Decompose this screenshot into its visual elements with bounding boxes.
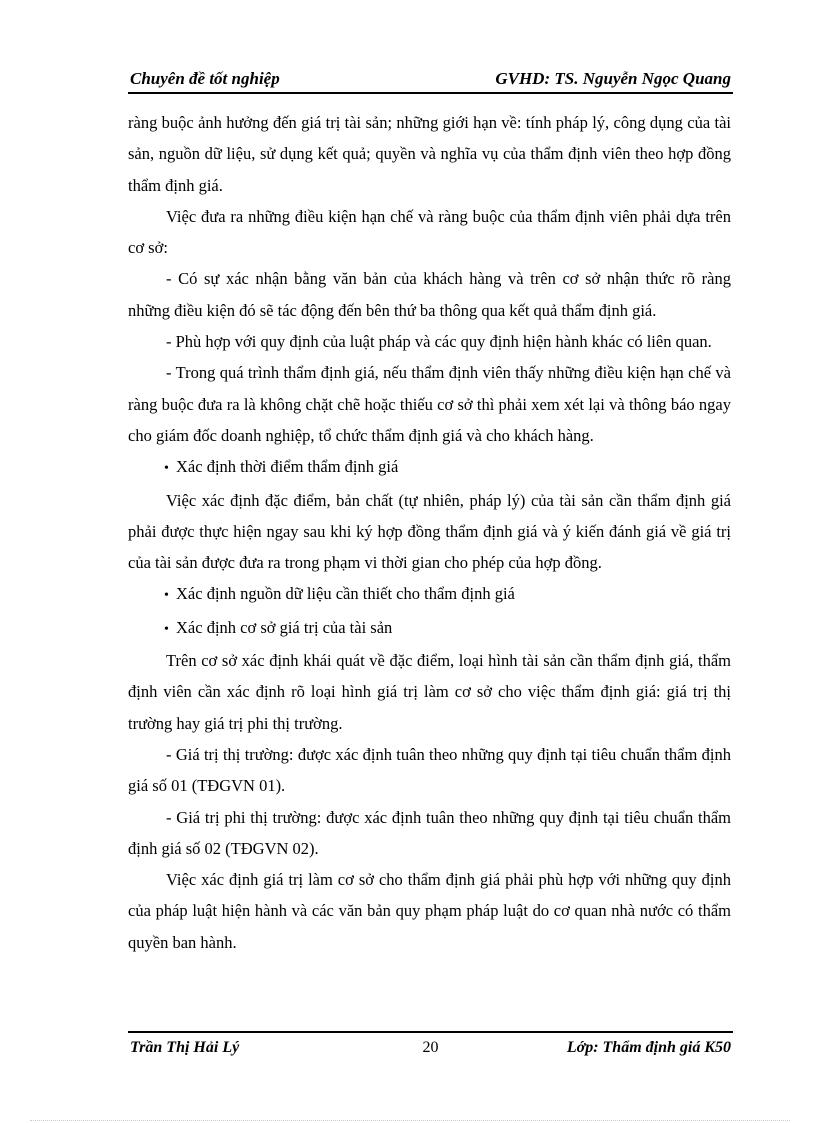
bullet-text: Xác định cơ sở giá trị của tài sản (176, 617, 393, 637)
paragraph: Trên cơ sở xác định khái quát về đặc điểm, loại hình tài sản cần thẩm định giá, thẩm định viên cần xác định rõ loại hình giá trị làm cơ sở cho việc thẩm định giá: giá trị thị trường hay giá trị phi thị trường. (128, 651, 731, 733)
paragraph: Việc xác định giá trị làm cơ sở cho thẩm định giá phải phù hợp với những quy định của pháp luật hiện hành và các văn bản quy phạm pháp luật do cơ quan nhà nước có thẩm quyền ban hành. (128, 870, 731, 952)
bullet-icon: • (164, 588, 169, 604)
header-right: GVHD: TS. Nguyễn Ngọc Quang (495, 69, 731, 88)
paragraph: - Giá trị thị trường: được xác định tuân theo những quy định tại tiêu chuẩn thẩm định giá số 01 (TĐGVN 01). (128, 744, 731, 796)
paragraph: Việc đưa ra những điều kiện hạn chế và ràng buộc của thẩm định viên phải dựa trên cơ sở: (128, 206, 731, 258)
bullet-item (128, 578, 731, 611)
paragraph: - Giá trị phi thị trường: được xác định tuân theo những quy định tại tiêu chuẩn thẩm định giá số 02 (TĐGVN 02). (128, 807, 731, 858)
footer-author: Trần Thị Hải Lý (130, 1039, 240, 1056)
page-footer (128, 1031, 733, 1059)
page-header (128, 66, 733, 94)
bullet-item (128, 451, 731, 484)
bullet-icon: • (164, 461, 169, 477)
footer-class: Lớp: Thẩm định giá K50 (566, 1039, 731, 1056)
paragraph: ràng buộc ảnh hưởng đến giá trị tài sản; những giới hạn về: tính pháp lý, công dụng của tài sản, nguồn dữ liệu, sử dụng kết quả; quyền và nghĩa vụ của thẩm định viên theo hợp đồng thẩm định giá. (128, 113, 731, 195)
page-edge-line (30, 1120, 790, 1121)
paragraph: - Phù hợp với quy định của luật pháp và các quy định hiện hành khác có liên quan. (166, 332, 712, 352)
bullet-text: Xác định nguồn dữ liệu cần thiết cho thẩm định giá (176, 584, 515, 604)
document-body (128, 107, 731, 958)
paragraph: - Có sự xác nhận bằng văn bản của khách hàng và trên cơ sở nhận thức rõ ràng những điều kiện đó sẽ tác động đến bên thứ ba thông qua kết quả thẩm định giá. (128, 269, 731, 320)
page-number: 20 (422, 1039, 439, 1056)
bullet-icon: • (164, 621, 169, 637)
bullet-item (128, 612, 731, 645)
paragraph: - Trong quá trình thẩm định giá, nếu thẩm định viên thấy những điều kiện hạn chế và ràng buộc đưa ra là không chặt chẽ hoặc thiếu cơ sở thì phải xem xét lại và thông báo ngay cho giám đốc doanh nghiệp, tổ chức thẩm định giá và cho khách hàng. (128, 363, 731, 445)
header-left: Chuyên đề tốt nghiệp (130, 69, 280, 88)
bullet-text: Xác định thời điểm thẩm định giá (176, 457, 399, 477)
paragraph: Việc xác định đặc điểm, bản chất (tự nhiên, pháp lý) của tài sản cần thẩm định giá phải được thực hiện ngay sau khi ký hợp đồng thẩm định giá và ý kiến đánh giá về giá trị của tài sản được đưa ra trong phạm vi thời gian cho phép của hợp đồng. (128, 490, 731, 573)
